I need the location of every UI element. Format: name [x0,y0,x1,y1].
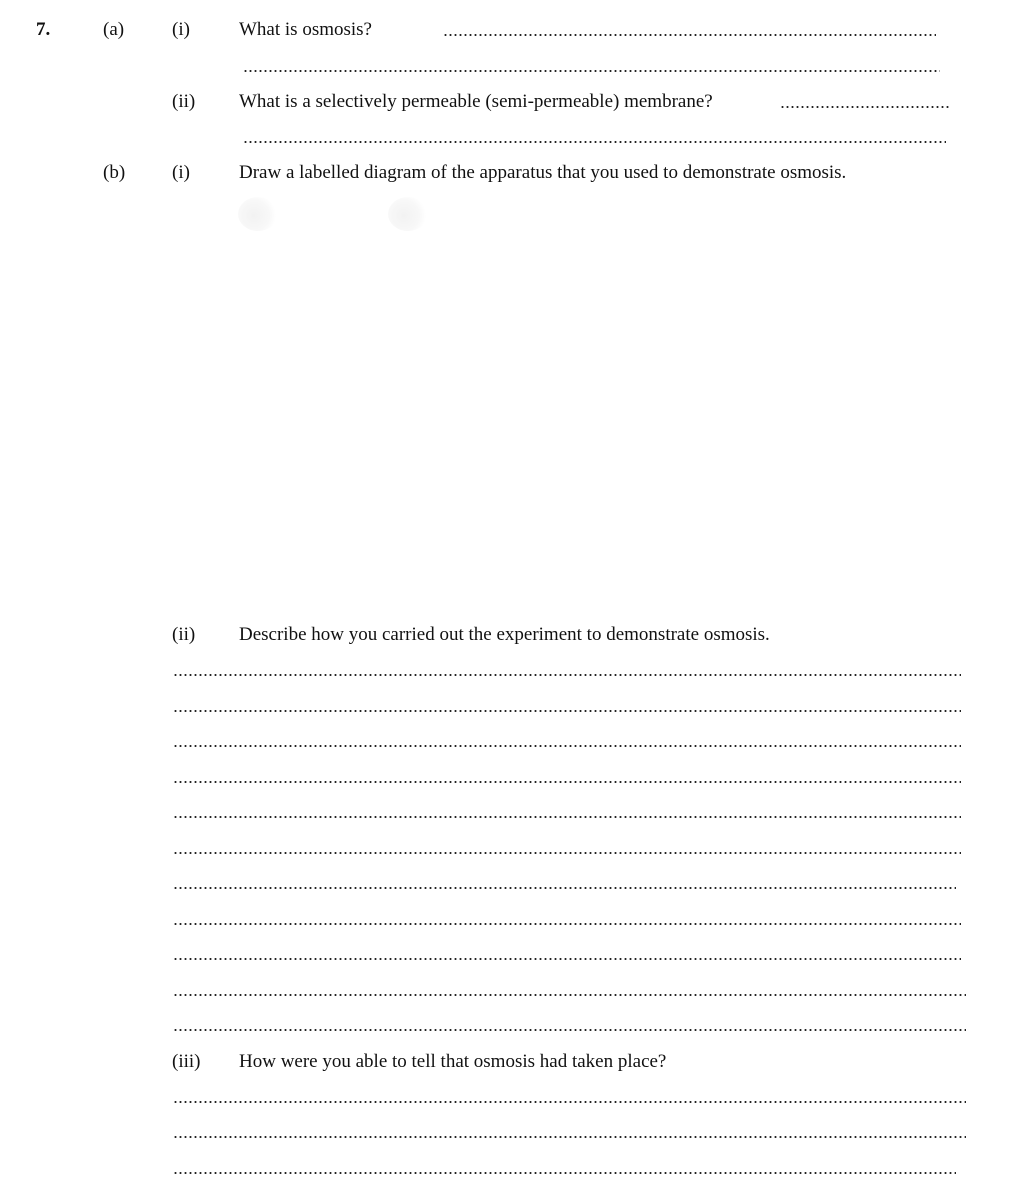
answer-line-b-iii-2[interactable] [173,1135,966,1139]
part-a-i-label: (i) [172,19,190,40]
answer-line-a-i-1[interactable] [443,33,936,37]
answer-line-b-ii-10[interactable] [173,993,966,997]
question-number: 7. [36,19,51,40]
answer-line-b-ii-7[interactable] [173,886,956,890]
answer-line-b-ii-5[interactable] [173,815,961,819]
answer-line-b-ii-3[interactable] [173,744,961,748]
faint-smudge [238,197,278,231]
part-b-ii-prompt: Describe how you carried out the experiment to demonstrate osmosis. [239,624,770,645]
answer-line-b-iii-3[interactable] [173,1171,956,1175]
answer-line-b-ii-2[interactable] [173,709,961,713]
faint-smudge [388,197,428,231]
part-b-i-prompt: Draw a labelled diagram of the apparatus that you used to demonstrate osmosis. [239,162,847,183]
answer-line-b-ii-9[interactable] [173,957,961,961]
diagram-drawing-area[interactable] [238,195,963,615]
part-a-i-prompt: What is osmosis? [239,19,372,40]
answer-line-b-ii-6[interactable] [173,851,961,855]
part-a-ii-prompt: What is a selectively permeable (semi-permeable) membrane? [239,91,713,112]
part-b-iii-label: (iii) [172,1051,201,1072]
answer-line-a-ii-2[interactable] [243,140,946,144]
answer-line-b-ii-11[interactable] [173,1028,966,1032]
answer-line-b-ii-1[interactable] [173,673,961,677]
part-b-iii-prompt: How were you able to tell that osmosis had taken place? [239,1051,667,1072]
part-b-ii-label: (ii) [172,624,196,645]
answer-line-b-ii-8[interactable] [173,922,961,926]
answer-line-a-i-2[interactable] [243,69,940,73]
part-b-label: (b) [103,162,126,183]
answer-line-b-iii-1[interactable] [173,1100,966,1104]
answer-line-b-ii-4[interactable] [173,780,961,784]
part-a-label: (a) [103,19,125,40]
answer-line-a-ii-1[interactable] [780,105,949,109]
part-b-i-label: (i) [172,162,190,183]
part-a-ii-label: (ii) [172,91,196,112]
